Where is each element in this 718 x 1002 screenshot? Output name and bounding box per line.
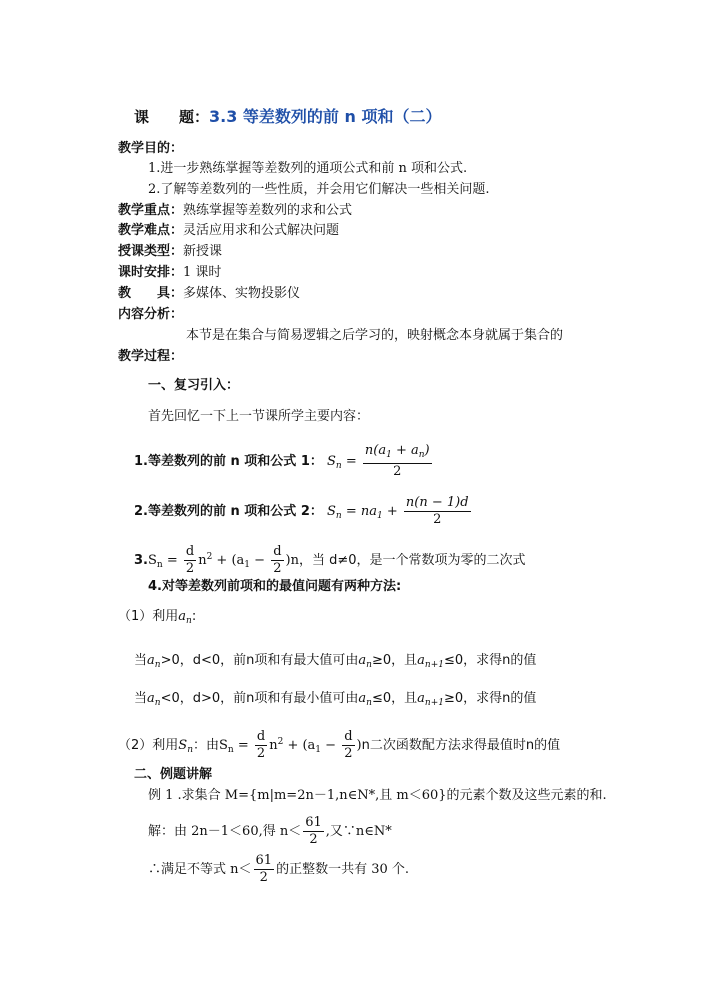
conclusion-line: ∴满足不等式 n＜ $\frac{61}{2}$ 的正整数一共有 30 个.: [148, 853, 410, 885]
objective-1: 1.进一步熟练掌握等差数列的通项公式和前 n 项和公式.: [148, 161, 468, 176]
page-title: 3.3 等差数列的前 n 项和（二）: [209, 107, 442, 126]
key-point-text: 熟练掌握等差数列的求和公式: [183, 203, 353, 218]
formula-2-label: 2.等差数列的前 n 项和公式 2：: [134, 504, 323, 519]
tools-line: [118, 285, 300, 303]
method-1-line: （1）利用$a_n$:: [118, 609, 197, 626]
review-intro: 首先回忆一下上一节课所学主要内容：: [148, 409, 370, 424]
formula-4: 4.对等差数列前项和的最值问题有两种方法:: [148, 579, 402, 594]
formula-1: 1.等差数列的前 n 项和公式 1： $S_n$ = $\frac{n(a_1 + a_n)}{2}$: [134, 443, 430, 479]
method-1-case-2: 当$a_n<0$，d>0，前n项和有最小值可由$a_n\le 0$，且$a_{n+1}\ge 0$，求得n的值: [134, 691, 537, 708]
method-2-line: （2）利用$S_n$：由$S_n$ = $\frac{d}{2}$ $n^2 + (a_1$ − $\frac{d}{2}$ )n二次函数配方法求得最值时n的值: [118, 729, 561, 761]
process-label: 教学过程：: [118, 349, 184, 364]
analysis-text: 本节是在集合与简易逻辑之后学习的，映射概念本身就属于集合的: [186, 328, 564, 343]
objectives-label: 教学目的：: [118, 141, 184, 156]
example-1: 例 1 .求集合 M={m|m=2n－1,n∈N*,且 m＜60}的元素个数及这些元素的和.: [148, 788, 607, 803]
difficulty-line: [118, 222, 339, 240]
formula-3-tail: ，当 d≠0，是一个常数项为零的二次式: [298, 553, 526, 568]
title-line: [134, 108, 441, 126]
title-label: 课 题：: [134, 108, 210, 126]
solution-line: 解：由 2n－1＜60,得 n＜ $\frac{61}{2}$ ,又∵n∈N*: [148, 815, 392, 847]
hours-label: 课时安排：: [118, 265, 184, 280]
lesson-type-label: 授课类型：: [118, 244, 184, 259]
examples-heading: 二、例题讲解: [134, 767, 213, 782]
formula-1-label: 1.等差数列的前 n 项和公式 1：: [134, 454, 323, 469]
formula-2: 2.等差数列的前 n 项和公式 2： $S_n = na_1$ + $\frac{n(n - 1)d}{2}$: [134, 495, 469, 527]
key-point-line: [118, 202, 352, 220]
key-point-label: 教学重点：: [118, 203, 184, 218]
hours-text: 1 课时: [183, 265, 222, 280]
formula-2-fraction: $\frac{n(n - 1)d}{2}$: [405, 495, 469, 527]
formula-3: $3.S_n$ = $\frac{d}{2}$ $n^2 + (a_1$ − $\frac{d}{2}$ )n，当 d≠0，是一个常数项为零的二次式: [134, 544, 526, 576]
lesson-type-text: 新授课: [183, 244, 223, 259]
objective-2: 2.了解等差数列的一些性质，并会用它们解决一些相关问题.: [148, 182, 490, 197]
review-heading: 一、复习引入：: [148, 378, 240, 393]
hours-line: [118, 264, 221, 282]
analysis-label: 内容分析：: [118, 307, 184, 322]
difficulty-text: 灵活应用求和公式解决问题: [183, 223, 340, 238]
formula-1-fraction: $\frac{n(a_1 + a_n)}{2}$: [364, 443, 430, 479]
difficulty-label: 教学难点：: [118, 223, 184, 238]
tools-label: 教 具：: [118, 286, 184, 301]
method-1-label: （1）利用: [118, 609, 179, 624]
tools-text: 多媒体、实物投影仪: [183, 286, 301, 301]
lesson-type-line: [118, 243, 222, 261]
method-1-case-1: 当$a_n>0$，d<0，前n项和有最大值可由$a_n\ge 0$，且$a_{n+1}\le 0$，求得n的值: [134, 653, 537, 670]
